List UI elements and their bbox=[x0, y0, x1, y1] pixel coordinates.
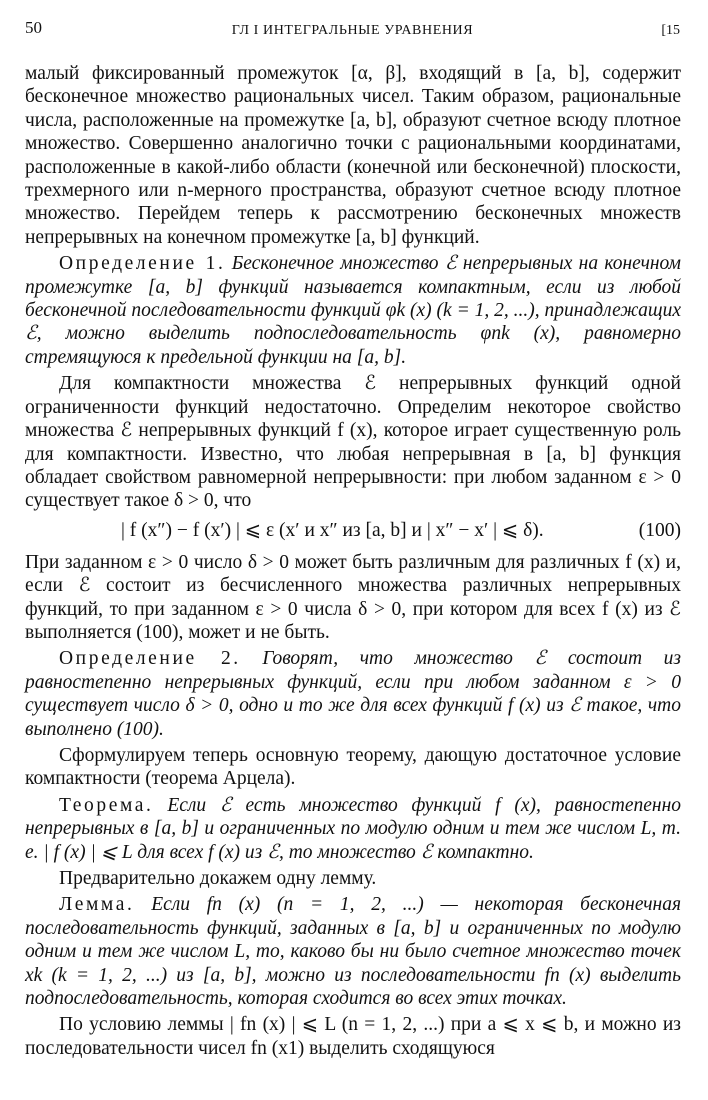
lemma bbox=[25, 893, 681, 1010]
page-number: 50 bbox=[25, 18, 42, 37]
paragraph-lemma-intro: Предварительно докажем одну лемму. bbox=[59, 868, 377, 889]
page-body bbox=[25, 62, 681, 1063]
definition-2-label: Определение 2. bbox=[59, 648, 241, 670]
theorem-label: Теорема. bbox=[59, 794, 154, 816]
definition-1-body: Бесконечное множество ℰ непрерывных на конечном промежутке [a, b] функций называется компактным, если из любой бесконечной последовательности функций φk (x) (k = 1, 2, ...), принадлежащих ℰ, можно выделить подпоследовательность φnk (x), равномерно стремящуюся к предельной функции на [a, b]. bbox=[25, 253, 681, 368]
paragraph-main-theorem-intro: Сформулируем теперь основную теорему, дающую достаточное условие компактности (теорема Арцела). bbox=[25, 744, 681, 790]
theorem bbox=[25, 794, 681, 864]
paragraph-compactness: Для компактности множества ℰ непрерывных функций одной ограниченности функций недостаточно. Определим некоторое свойство множества ℰ непрерывных функций f (x), которое играет существенную роль для компактности. Известно, что любая непрерывная в [a, b] функция обладает свойством равномерной непрерывности: при любом заданном ε > 0 существует такое δ > 0, что bbox=[25, 373, 681, 512]
equation-100 bbox=[25, 517, 681, 547]
paragraph-rational-numbers: малый фиксированный промежуток [α, β], входящий в [a, b], содержит бесконечное множество рациональных чисел. Таким образом, рациональные числа, расположенные на промежутке [a, b], образуют счетное всюду плотное множество. Совершенно аналогично точки с рациональными координатами, расположенные в какой-либо области (конечной или бесконечной) плоскости, трехмерного или n-мерного пространства, образуют счетное всюду плотное множество. Перейдем теперь к рассмотрению бесконечных множеств непрерывных на конечном промежутке [a, b] функций. bbox=[25, 63, 681, 248]
section-number: [15 bbox=[661, 23, 680, 38]
definition-1-label: Определение 1. bbox=[59, 253, 226, 275]
lemma-label: Лемма. bbox=[59, 894, 135, 916]
definition-1 bbox=[25, 252, 681, 369]
paragraph-delta: При заданном ε > 0 число δ > 0 может быть различным для различных f (x) и, если ℰ состоит из бесчисленного множества различных непрерывных функций, то при заданном ε > 0 числа δ > 0, при котором для всех f (x) из ℰ выполняется (100), может и не быть. bbox=[25, 551, 681, 643]
equation-100-body: | f (x″) − f (x′) | ⩽ ε (x′ и x″ из [a, b] и | x″ − x′ | ⩽ δ). bbox=[121, 519, 544, 541]
definition-2-body: Говорят, что множество ℰ состоит из равностепенно непрерывных функций, если при любом заданном ε > 0 существует число δ > 0, одно и то же для всех функций f (x) из ℰ такое, что выполнено (100). bbox=[25, 648, 682, 740]
definition-2 bbox=[25, 647, 681, 741]
theorem-body: Если ℰ есть множество функций f (x), равностепенно непрерывных в [a, b] и ограниченных по модулю одним и тем же числом L, т. е. | f (x) | ⩽ L для всех f (x) из ℰ, то множество ℰ компактно. bbox=[25, 794, 681, 863]
lemma-body: Если fn (x) (n = 1, 2, ...) — некоторая бесконечная последовательность функций, заданных в [a, b] и ограниченных по модулю одним и тем же числом L, то, каково бы ни было счетное множество точек xk (k = 1, 2, ...) из [a, b], можно из последовательности fn (x) выделить подпоследовательность, которая сходится во всех этих точках. bbox=[25, 894, 682, 1010]
equation-100-number: (100) bbox=[638, 519, 681, 541]
paragraph-proof-start: По условию леммы | fn (x) | ⩽ L (n = 1, 2, ...) при a ⩽ x ⩽ b, и можно из последовательности чисел fn (x1) выделить сходящуюся bbox=[25, 1014, 681, 1059]
chapter-title: ГЛ I ИНТЕГРАЛЬНЫЕ УРАВНЕНИЯ bbox=[231, 23, 474, 38]
running-header bbox=[25, 18, 680, 48]
